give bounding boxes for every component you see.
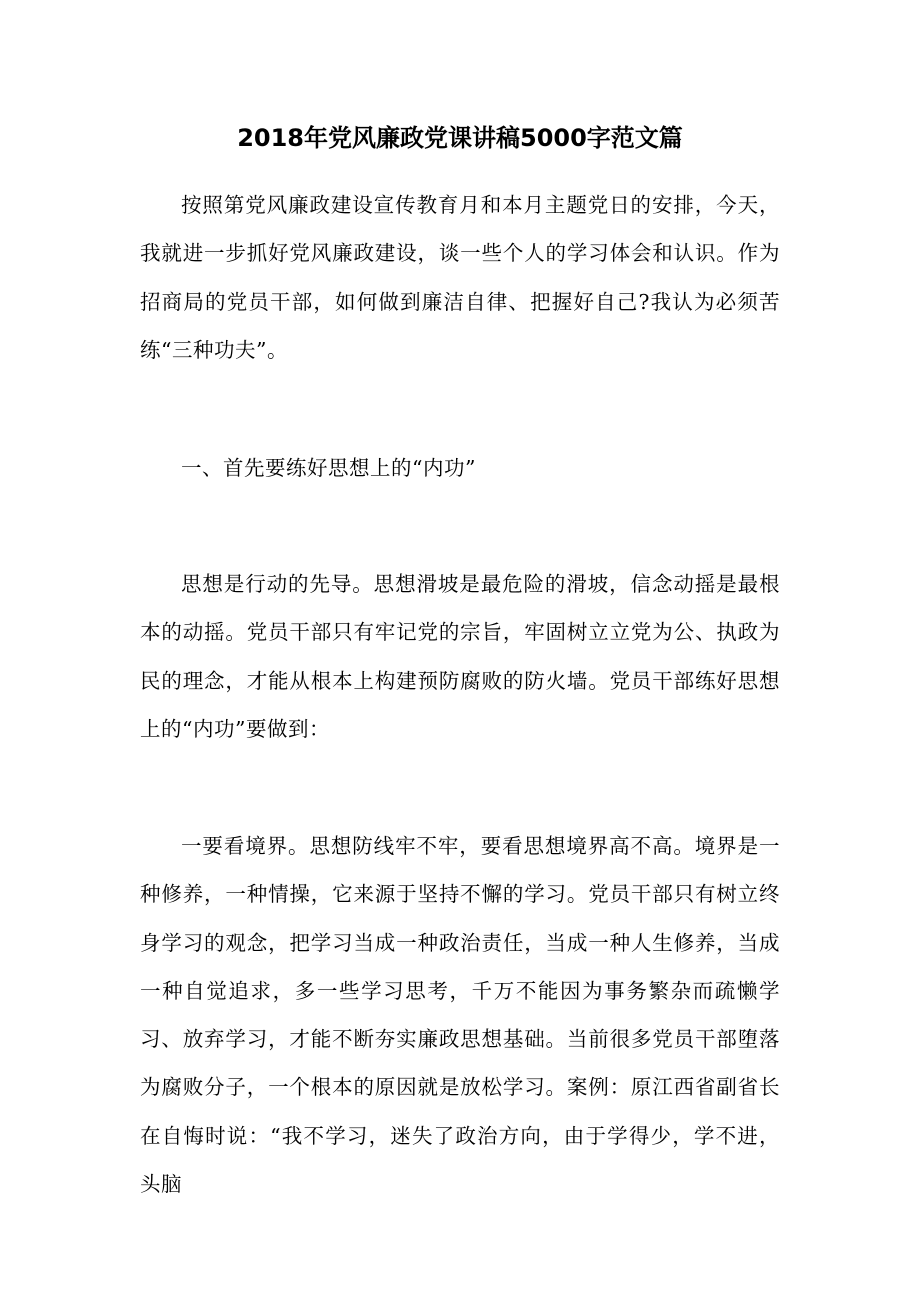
point-paragraph: 一要看境界。思想防线牢不牢，要看思想境界高不高。境界是一种修养，一种情操，它来源于坚持不懈的学习。党员干部只有树立终身学习的观念，把学习当成一种政治责任，当成一种人生修养，当成一种自觉追求，多一些学习思考，千万不能因为事务繁杂而疏懒学习、放弃学习，才能不断夯实廉政思想基础。当前很多党员干部堕落为腐败分子，一个根本的原因就是放松学习。案例：原江西省副省长在自悔时说：“我不学习，迷失了政治方向，由于学得少，学不进，头脑 [140,834,780,1197]
section-heading: 一、首先要练好思想上的“内功” [181,456,476,480]
section-body-paragraph: 思想是行动的先导。思想滑坡是最危险的滑坡，信念动摇是最根本的动摇。党员干部只有牢记党的宗旨，牢固树立立党为公、执政为民的理念，才能从根本上构建预防腐败的防火墙。党员干部练好思想上的“内功”要做到： [140,572,780,741]
document-title: 2018年党风廉政党课讲稿5000字范文篇 [237,124,683,152]
intro-paragraph: 按照第党风廉政建设宣传教育月和本月主题党日的安排，今天，我就进一步抓好党风廉政建设，谈一些个人的学习体会和认识。作为招商局的党员干部，如何做到廉洁自律、把握好自己?我认为必须苦练“三种功夫”。 [140,193,780,362]
